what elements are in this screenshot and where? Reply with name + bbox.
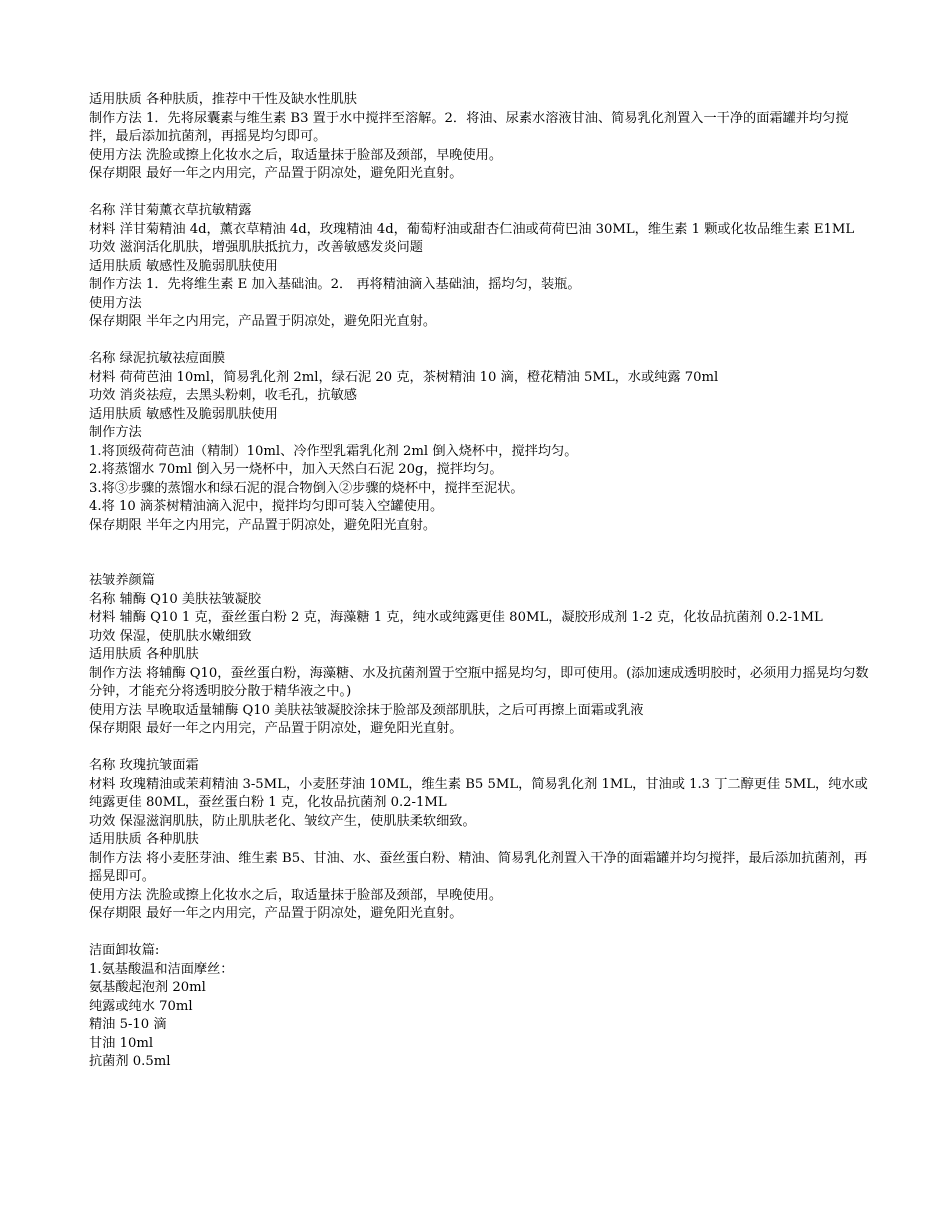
effect-line: 功效 保湿，使肌肤水嫩细致	[89, 628, 252, 644]
method-line: 制作方法 将辅酶 Q10，蚕丝蛋白粉，海藻糖、水及抗菌剂置于空瓶中摇晃均匀，即可使用。(添加速成透明胶时，必须用力摇晃均匀数分钟，才能充分将透明胶分散于精华液之中。)	[89, 665, 869, 699]
recipe-title: 1.氨基酸温和洁面摩丝：	[89, 961, 234, 977]
shelf-life-line: 保存期限 最好一年之内用完，产品置于阴凉处，避免阳光直射。	[89, 906, 463, 921]
usage-line: 使用方法 洗脸或擦上化妆水之后，取适量抹于脸部及颈部，早晚使用。	[89, 887, 503, 903]
skin-type-line: 适用肤质 敏感性及脆弱肌肤使用	[89, 406, 278, 422]
skin-type-line: 适用肤质 各种肌肤	[89, 832, 199, 847]
ingredient-line: 抗菌剂 0.5ml	[89, 1054, 171, 1069]
section-block-6	[89, 942, 869, 1072]
step-line: 2.将蒸馏水 70ml 倒入另一烧杯中，加入天然白石泥 20g，搅拌均匀。	[89, 462, 503, 477]
usage-line: 使用方法	[89, 295, 142, 311]
effect-line: 功效 滋润活化肌肤，增强肌肤抵抗力，改善敏感发炎问题	[89, 240, 423, 255]
step-line: 3.将③步骤的蒸馏水和绿石泥的混合物倒入②步骤的烧杯中，搅拌至泥状。	[89, 480, 524, 496]
name-line: 名称 绿泥抗敏祛痘面膜	[89, 351, 226, 366]
method-line: 制作方法 1．先将维生素 E 加入基础油。2． 再将精油滴入基础油，摇均匀，装瓶。	[89, 277, 581, 292]
method-line: 制作方法 将小麦胚芽油、维生素 B5、甘油、水、蚕丝蛋白粉、精油、简易乳化剂置入干净的面霜罐并均匀搅拌，最后添加抗菌剂，再摇晃即可。	[89, 850, 868, 884]
ingredient-line: 甘油 10ml	[89, 1035, 154, 1051]
ingredient-line: 纯露或纯水 70ml	[89, 998, 193, 1014]
category-heading: 洁面卸妆篇:	[89, 943, 160, 958]
step-line: 1.将顶级荷荷芭油（精制）10ml、冷作型乳霜乳化剂 2ml 倒入烧杯中，搅拌均匀。	[89, 443, 578, 459]
materials-line: 材料 洋甘菊精油 4d，薰衣草精油 4d，玫瑰精油 4d，葡萄籽油或甜杏仁油或荷荷巴油 30ML，维生素 1 颗或化妆品维生素 E1ML	[89, 221, 855, 237]
name-line: 名称 玫瑰抗皱面霜	[89, 758, 199, 773]
effect-line: 功效 保湿滋润肌肤，防止肌肤老化、皱纹产生，使肌肤柔软细致。	[89, 813, 476, 829]
shelf-life-line: 保存期限 半年之内用完，产品置于阴凉处，避免阳光直射。	[89, 314, 437, 329]
effect-line: 功效 消炎祛痘，去黑头粉刺，收毛孔，抗敏感	[89, 388, 357, 403]
materials-line: 材料 辅酶 Q10 1 克，蚕丝蛋白粉 2 克，海藻糖 1 克，纯水或纯露更佳 80ML，凝胶形成剂 1-2 克，化妆品抗菌剂 0.2-1ML	[89, 610, 823, 625]
section-block-3	[89, 350, 869, 535]
section-block-1	[89, 91, 869, 184]
section-block-5	[89, 757, 869, 924]
materials-line: 材料 玫瑰精油或茉莉精油 3-5ML，小麦胚芽油 10ML，维生素 B5 5ML，简易乳化剂 1ML，甘油或 1.3 丁二醇更佳 5ML，纯水或纯露更佳 80ML，蚕丝蛋白粉 1 克，化妆品抗菌剂 0.2-1ML	[89, 776, 868, 810]
skin-type-line: 适用肤质 各种肤质，推荐中干性及缺水性肌肤	[89, 92, 357, 107]
shelf-life-line: 保存期限 最好一年之内用完，产品置于阴凉处，避免阳光直射。	[89, 166, 463, 181]
ingredient-line: 精油 5-10 滴	[89, 1017, 167, 1032]
section-block-2	[89, 202, 869, 332]
category-heading: 祛皱养颜篇	[89, 573, 155, 588]
name-line: 名称 洋甘菊薰衣草抗敏精露	[89, 203, 252, 218]
step-line: 4.将 10 滴茶树精油滴入泥中，搅拌均匀即可装入空罐使用。	[89, 499, 444, 514]
skin-type-line: 适用肤质 各种肌肤	[89, 647, 199, 662]
document-page	[89, 91, 869, 1072]
skin-type-line: 适用肤质 敏感性及脆弱肌肤使用	[89, 258, 278, 274]
ingredient-line: 氨基酸起泡剂 20ml	[89, 980, 206, 995]
method-line: 制作方法 1．先将尿囊素与维生素 B3 置于水中搅拌至溶解。2．将油、尿素水溶液甘油、简易乳化剂置入一干净的面霜罐并均匀搅拌，最后添加抗菌剂，再摇晃均匀即可。	[89, 110, 849, 144]
shelf-life-line: 保存期限 半年之内用完，产品置于阴凉处，避免阳光直射。	[89, 517, 437, 533]
usage-line: 使用方法 早晚取适量辅酶 Q10 美肤祛皱凝胶涂抹于脸部及颈部肌肤，之后可再擦上面霜或乳液	[89, 702, 644, 718]
method-heading: 制作方法	[89, 425, 142, 440]
shelf-life-line: 保存期限 最好一年之内用完，产品置于阴凉处，避免阳光直射。	[89, 721, 463, 736]
usage-line: 使用方法 洗脸或擦上化妆水之后，取适量抹于脸部及颈部，早晚使用。	[89, 147, 503, 163]
name-line: 名称 辅酶 Q10 美肤祛皱凝胶	[89, 591, 262, 607]
section-block-4	[89, 572, 869, 739]
materials-line: 材料 荷荷芭油 10ml，简易乳化剂 2ml，绿石泥 20 克，茶树精油 10 滴，橙花精油 5ML，水或纯露 70ml	[89, 369, 719, 385]
